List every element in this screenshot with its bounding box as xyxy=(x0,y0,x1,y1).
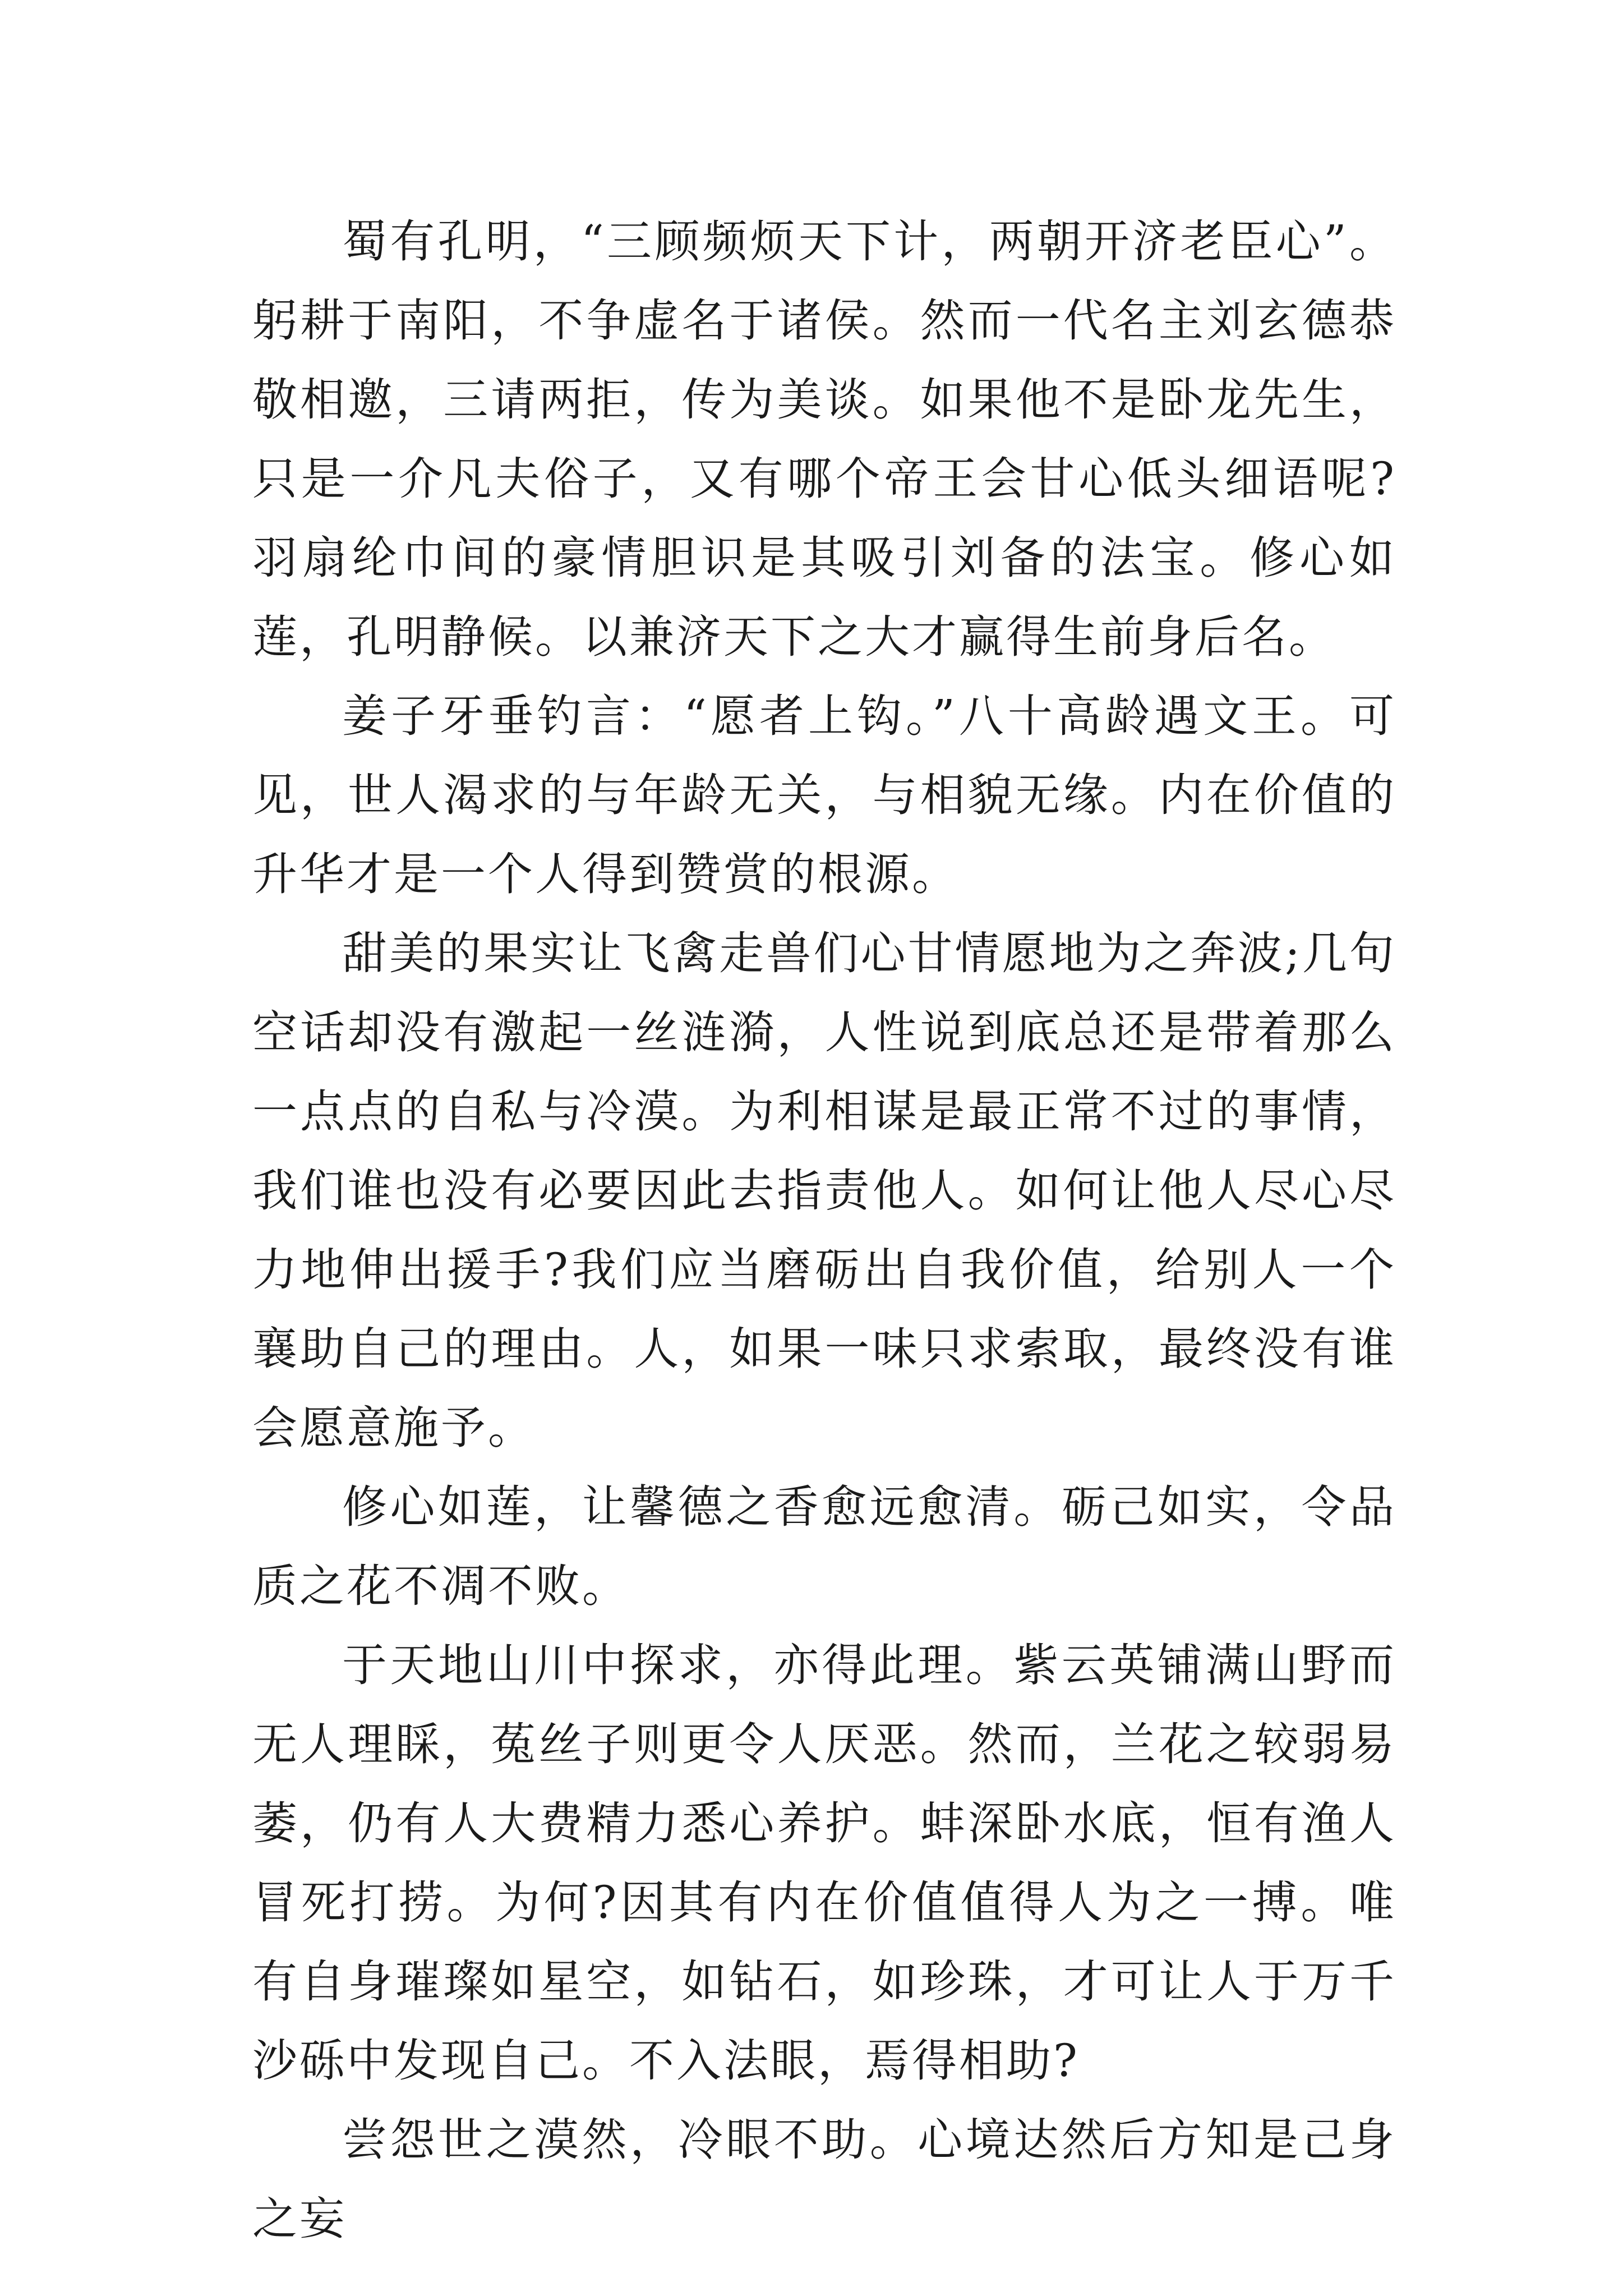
body-text xyxy=(252,202,1396,2258)
paragraph-fruit: 甜美的果实让飞禽走兽们心甘情愿地为之奔波;几句空话却没有激起一丝涟漪，人性说到底总还是带着那么一点点的自私与冷漠。为利相谋是最正常不过的事情，我们谁也没有必要因此去指责他人。如何让他人尽心尽力地伸出援手?我们应当磨砺出自我价值，给别人一个襄助自己的理由。人，如果一味只求索取，最终没有谁会愿意施予。 xyxy=(252,927,1396,1454)
paragraph-closing: 尝怨世之漠然，冷眼不助。心境达然后方知是己身之妄 xyxy=(252,2114,1396,2245)
paragraph-nature: 于天地山川中探求，亦得此理。紫云英铺满山野而无人理睬，菟丝子则更令人厌恶。然而，兰花之较弱易萎，仍有人大费精力悉心养护。蚌深卧水底，恒有渔人冒死打捞。为何?因其有内在价值值得人为之一搏。唯有自身璀璨如星空，如钻石，如珍珠，才可让人于万千沙砾中发现自己。不入法眼，焉得相助? xyxy=(252,1639,1396,2087)
paragraph-lotus: 修心如莲，让馨德之香愈远愈清。砺己如实，令品质之花不凋不败。 xyxy=(252,1481,1396,1612)
paragraph-kongming: 蜀有孔明，“三顾频烦天下计，两朝开济老臣心”。躬耕于南阳，不争虚名于诸侯。然而一代名主刘玄德恭敬相邀，三请两拒，传为美谈。如果他不是卧龙先生，只是一介凡夫俗子，又有哪个帝王会甘心低头细语呢?羽扇纶巾间的豪情胆识是其吸引刘备的法宝。修心如莲，孔明静候。以兼济天下之大才赢得生前身后名。 xyxy=(252,215,1396,663)
paragraph-jiangziya: 姜子牙垂钓言：“愿者上钩。”八十高龄遇文王。可见，世人渴求的与年龄无关，与相貌无缘。内在价值的升华才是一个人得到赞赏的根源。 xyxy=(252,690,1396,900)
